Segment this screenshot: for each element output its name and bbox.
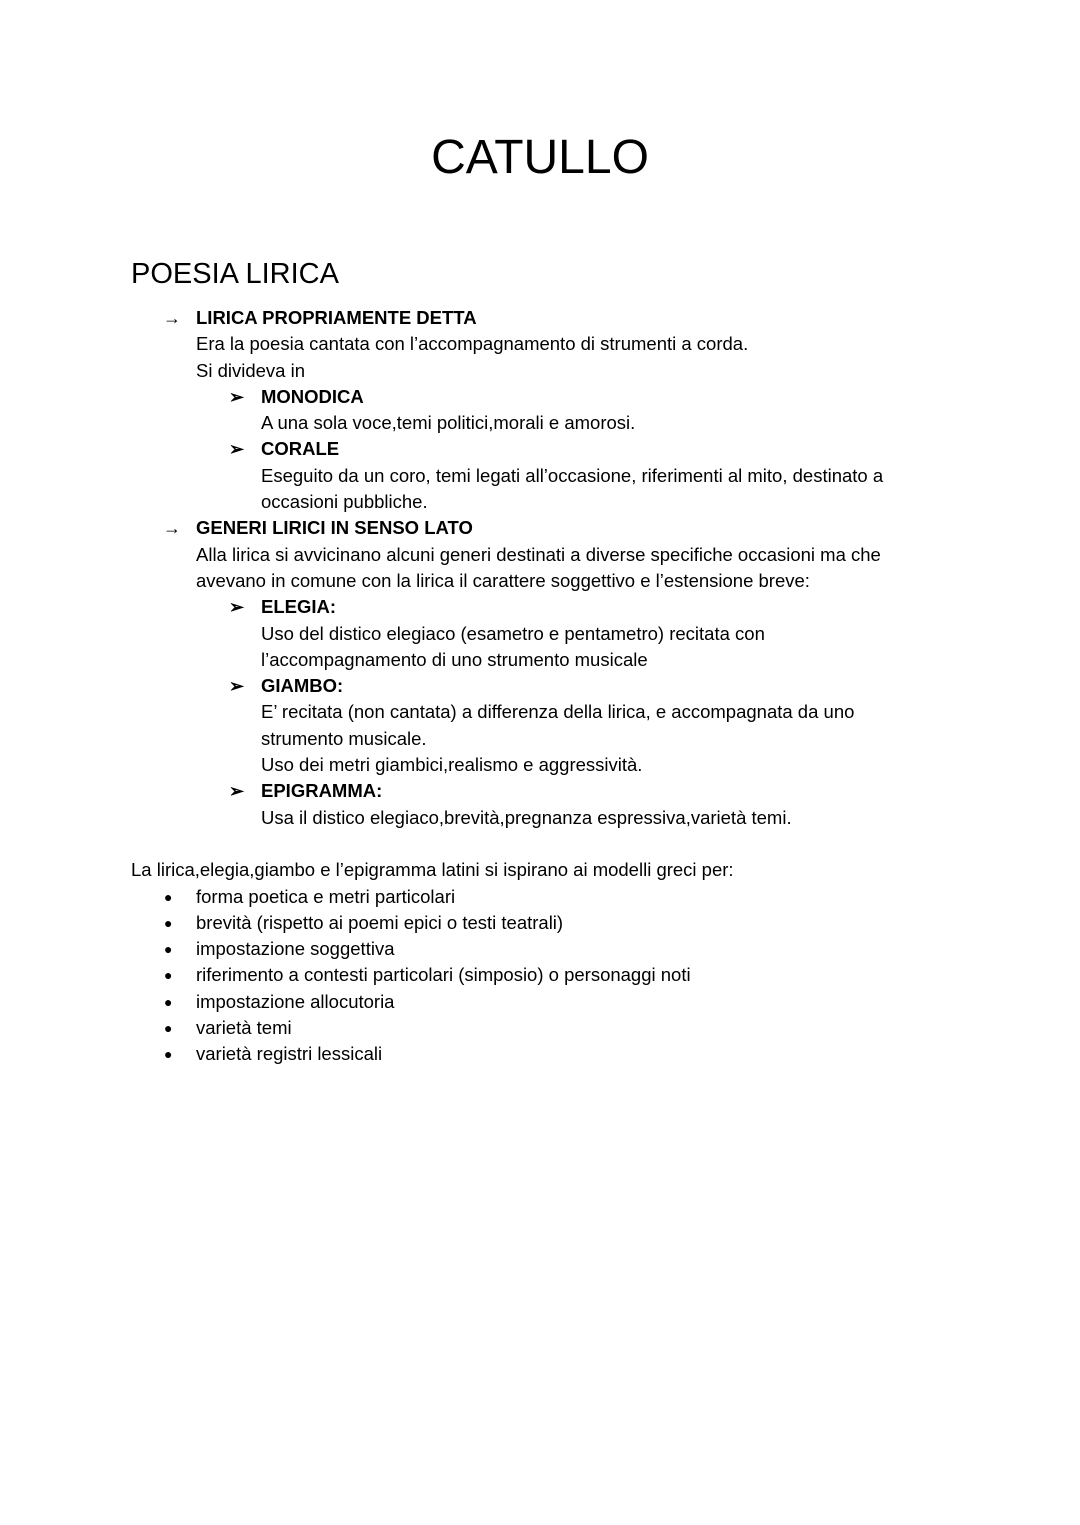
giambo-text-1: E’ recitata (non cantata) a differenza della lirica, e accompagnata da uno bbox=[261, 701, 855, 723]
corale-text-2: occasioni pubbliche. bbox=[261, 491, 428, 513]
list-item-text: impostazione soggettiva bbox=[196, 938, 395, 960]
list-item bbox=[0, 989, 1080, 1015]
list-item-text: forma poetica e metri particolari bbox=[196, 885, 456, 907]
lirica-line-2: Si divideva in bbox=[196, 359, 306, 381]
bullet-icon: ● bbox=[164, 967, 173, 984]
elegia-text-1: Uso del distico elegiaco (esametro e pentametro) recitata con bbox=[261, 622, 765, 644]
bullet-icon: ● bbox=[164, 1020, 173, 1037]
list-item bbox=[0, 936, 1080, 962]
arrow-icon: → bbox=[163, 308, 181, 328]
monodica-text: A una sola voce,temi politici,morali e amorosi. bbox=[261, 412, 636, 434]
list-item bbox=[0, 1041, 1080, 1067]
generi-line-1: Alla lirica si avvicinano alcuni generi destinati a diverse specifiche occasioni ma che bbox=[196, 543, 881, 565]
lirica-line-1: Era la poesia cantata con l’accompagnamento di strumenti a corda. bbox=[196, 333, 749, 355]
arrow-icon: → bbox=[163, 518, 181, 539]
list-item bbox=[0, 1015, 1080, 1041]
list-item bbox=[0, 884, 1080, 910]
generi-heading bbox=[0, 515, 1080, 541]
elegia-heading bbox=[0, 594, 1080, 620]
corale-label: CORALE bbox=[261, 438, 340, 460]
bullet-icon: ● bbox=[164, 914, 173, 931]
list-item bbox=[0, 962, 1080, 988]
list-item-text: varietà temi bbox=[196, 1017, 292, 1039]
paragraph-gap bbox=[0, 831, 1080, 857]
bullet-icon: ● bbox=[164, 993, 173, 1010]
list-item-text: brevità (rispetto ai poemi epici o testi teatrali) bbox=[196, 911, 564, 933]
intro-paragraph: La lirica,elegia,giambo e l’epigramma latini si ispirano ai modelli greci per: bbox=[131, 859, 734, 881]
generi-line-2: avevano in comune con la lirica il carattere soggettivo e l’estensione breve: bbox=[196, 569, 810, 591]
giambo-heading bbox=[0, 673, 1080, 699]
elegia-text-2: l’accompagnamento di uno strumento musicale bbox=[261, 648, 648, 670]
elegia-label: ELEGIA: bbox=[261, 596, 337, 618]
giambo-text-2: strumento musicale. bbox=[261, 727, 427, 749]
triangle-bullet-icon: ➢ bbox=[229, 781, 245, 802]
triangle-bullet-icon: ➢ bbox=[229, 439, 245, 460]
list-item-text: impostazione allocutoria bbox=[196, 990, 395, 1012]
triangle-bullet-icon: ➢ bbox=[229, 386, 245, 407]
triangle-bullet-icon: ➢ bbox=[229, 597, 245, 618]
giambo-label: GIAMBO: bbox=[261, 675, 344, 697]
list-item-text: riferimento a contesti particolari (simposio) o personaggi noti bbox=[196, 964, 691, 986]
monodica-label: MONODICA bbox=[261, 385, 364, 407]
monodica-heading bbox=[0, 384, 1080, 410]
triangle-bullet-icon: ➢ bbox=[229, 676, 245, 697]
corale-text-1: Eseguito da un coro, temi legati all’occasione, riferimenti al mito, destinato a bbox=[261, 464, 884, 486]
corale-heading bbox=[0, 436, 1080, 462]
bullet-icon: ● bbox=[164, 1046, 173, 1063]
epigramma-label: EPIGRAMMA: bbox=[261, 780, 383, 802]
lirica-heading-text: LIRICA PROPRIAMENTE DETTA bbox=[196, 307, 477, 328]
page-title: CATULLO bbox=[431, 131, 649, 184]
epigramma-text-1: Usa il distico elegiaco,brevità,pregnanza espressiva,varietà temi. bbox=[261, 806, 792, 828]
list-item bbox=[0, 910, 1080, 936]
section-heading: POESIA LIRICA bbox=[131, 258, 339, 290]
document-body bbox=[0, 305, 1080, 1068]
bullet-icon: ● bbox=[164, 941, 173, 958]
epigramma-heading bbox=[0, 778, 1080, 804]
bullet-icon: ● bbox=[164, 888, 173, 905]
generi-heading-text: GENERI LIRICI IN SENSO LATO bbox=[196, 517, 473, 539]
lirica-heading bbox=[0, 305, 1080, 331]
list-item-text: varietà registri lessicali bbox=[196, 1043, 383, 1065]
giambo-text-3: Uso dei metri giambici,realismo e aggressività. bbox=[261, 754, 643, 776]
